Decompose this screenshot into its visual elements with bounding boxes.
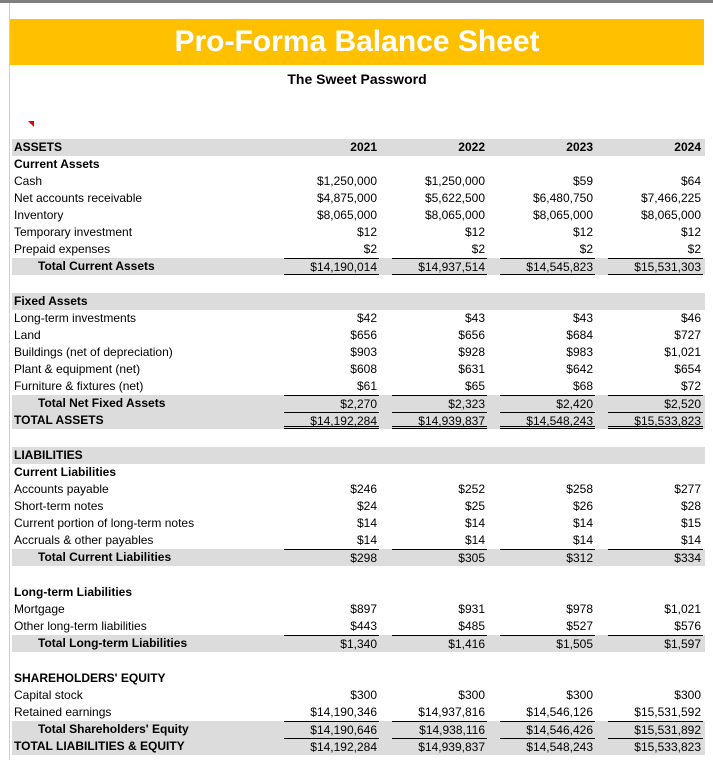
row-label[interactable]: Current portion of long-term notes — [14, 516, 195, 530]
row-label[interactable]: Land — [14, 328, 41, 342]
table-row — [12, 190, 705, 207]
total-value[interactable]: $15,533,823 — [608, 412, 703, 429]
cell-value[interactable]: $61 — [356, 379, 377, 393]
row-label[interactable]: Capital stock — [14, 688, 83, 702]
cell-value[interactable]: $14 — [680, 533, 701, 547]
total-value[interactable]: $2,520 — [608, 395, 703, 412]
table-row — [12, 173, 705, 190]
total-value[interactable]: $2,270 — [284, 395, 379, 412]
total-value[interactable]: $14,548,243 — [500, 738, 595, 755]
assets-header-row — [12, 139, 705, 156]
cell-value[interactable]: $14,190,346 — [310, 705, 377, 719]
cell-value[interactable]: $2 — [471, 242, 485, 256]
cell-value[interactable]: $25 — [464, 499, 485, 513]
cell-value[interactable]: $246 — [350, 482, 377, 496]
cell-value[interactable]: $1,021 — [664, 602, 701, 616]
table-row — [12, 601, 705, 618]
total-value[interactable]: $305 — [392, 549, 487, 566]
total-fixed-assets-row — [12, 395, 705, 412]
spacer-row — [12, 652, 705, 670]
row-label[interactable]: Retained earnings — [14, 705, 112, 719]
cell-value[interactable]: $14 — [572, 516, 593, 530]
total-label[interactable]: Total Net Fixed Assets — [38, 396, 166, 410]
cell-value[interactable]: $656 — [458, 328, 485, 342]
total-value[interactable]: $14,939,837 — [392, 738, 487, 755]
cell-value[interactable]: $642 — [566, 362, 593, 376]
cell-value[interactable]: $59 — [572, 174, 593, 188]
total-label[interactable]: Total Current Liabilities — [38, 550, 172, 564]
cell-value[interactable]: $656 — [350, 328, 377, 342]
cell-value[interactable]: $46 — [680, 311, 701, 325]
cell-value[interactable]: $7,466,225 — [640, 191, 701, 205]
section-heading-row — [12, 293, 705, 310]
cell-value[interactable]: $300 — [674, 688, 701, 702]
cell-value[interactable]: $42 — [356, 311, 377, 325]
cell-value[interactable]: $300 — [566, 688, 593, 702]
table-row — [12, 378, 705, 395]
row-label[interactable]: Prepaid expenses — [14, 242, 111, 256]
cell-value[interactable]: $8,065,000 — [316, 208, 377, 222]
cell-value[interactable]: $43 — [464, 311, 485, 325]
balance-sheet-table — [12, 139, 705, 755]
row-label[interactable]: Accounts payable — [14, 482, 109, 496]
total-value[interactable]: $14,190,014 — [284, 258, 379, 275]
cell-value[interactable]: $2 — [687, 242, 701, 256]
equity-heading[interactable]: SHAREHOLDERS' EQUITY — [14, 671, 166, 685]
assets-heading[interactable]: ASSETS — [14, 140, 63, 154]
row-label[interactable]: Plant & equipment (net) — [14, 362, 141, 376]
total-value[interactable]: $14,939,837 — [392, 412, 487, 429]
cell-value[interactable]: $64 — [680, 174, 701, 188]
row-label[interactable]: Furniture & fixtures (net) — [14, 379, 144, 393]
table-row — [12, 498, 705, 515]
cell-value[interactable]: $727 — [674, 328, 701, 342]
cell-value[interactable]: $8,065,000 — [424, 208, 485, 222]
table-row — [12, 344, 705, 361]
cell-value[interactable]: $252 — [458, 482, 485, 496]
row-label[interactable]: Net accounts receivable — [14, 191, 143, 205]
table-row — [12, 618, 705, 635]
cell-value[interactable]: $14 — [356, 516, 377, 530]
spacer-row — [12, 566, 705, 584]
total-value[interactable]: $14,938,116 — [392, 721, 487, 738]
row-label[interactable]: Short-term notes — [14, 499, 104, 513]
cell-value[interactable]: $258 — [566, 482, 593, 496]
section-heading-row — [12, 447, 705, 464]
cell-value[interactable]: $6,480,750 — [532, 191, 593, 205]
current-assets-heading[interactable]: Current Assets — [14, 157, 100, 171]
cell-value[interactable]: $684 — [566, 328, 593, 342]
row-label[interactable]: Temporary investment — [14, 225, 133, 239]
total-liabilities-equity-row — [12, 738, 705, 755]
total-current-liabilities-row — [12, 549, 705, 566]
table-row — [12, 361, 705, 378]
total-value[interactable]: $14,192,284 — [284, 738, 379, 755]
cell-value[interactable]: $14 — [464, 533, 485, 547]
spacer-row — [12, 429, 705, 447]
total-value[interactable]: $2,420 — [500, 395, 595, 412]
cell-value[interactable]: $931 — [458, 602, 485, 616]
cell-value[interactable]: $14 — [572, 533, 593, 547]
cell-value[interactable]: $72 — [680, 379, 701, 393]
table-row — [12, 310, 705, 327]
table-row — [12, 241, 705, 258]
cell-value[interactable]: $12 — [464, 225, 485, 239]
total-value[interactable]: $2,323 — [392, 395, 487, 412]
total-longterm-liabilities-row — [12, 635, 705, 652]
row-label[interactable]: Cash — [14, 174, 43, 188]
cell-value[interactable]: $68 — [572, 379, 593, 393]
total-label[interactable]: Total Current Assets — [38, 259, 155, 273]
cell-value[interactable]: $2 — [363, 242, 377, 256]
cell-value[interactable]: $897 — [350, 602, 377, 616]
year-2022[interactable]: 2022 — [458, 140, 485, 154]
cell-value[interactable]: $4,875,000 — [316, 191, 377, 205]
row-label[interactable]: Long-term investments — [14, 311, 137, 325]
total-value[interactable]: $15,531,892 — [608, 721, 703, 738]
total-value[interactable]: $298 — [284, 549, 379, 566]
cell-value[interactable]: $576 — [674, 619, 701, 633]
total-value[interactable]: $14,548,243 — [500, 412, 595, 429]
cell-value[interactable]: $300 — [458, 688, 485, 702]
total-label[interactable]: TOTAL LIABILITIES & EQUITY — [14, 739, 185, 753]
total-value[interactable]: $14,546,426 — [500, 721, 595, 738]
cell-value[interactable]: $2 — [579, 242, 593, 256]
cell-value[interactable]: $65 — [464, 379, 485, 393]
cell-value[interactable]: $654 — [674, 362, 701, 376]
cell-value[interactable]: $527 — [566, 619, 593, 633]
cell-value[interactable]: $24 — [356, 499, 377, 513]
table-row — [12, 515, 705, 532]
fixed-assets-heading[interactable]: Fixed Assets — [14, 294, 88, 308]
cell-value[interactable]: $15 — [680, 516, 701, 530]
row-label[interactable]: Accruals & other payables — [14, 533, 154, 547]
sheet-left-gridline — [9, 3, 10, 760]
total-value[interactable]: $312 — [500, 549, 595, 566]
row-label[interactable]: Buildings (net of depreciation) — [14, 345, 173, 359]
cell-value[interactable]: $43 — [572, 311, 593, 325]
section-heading-row — [12, 670, 705, 687]
cell-value[interactable]: $978 — [566, 602, 593, 616]
company-name[interactable]: The Sweet Password — [287, 71, 427, 87]
page-title: Pro-Forma Balance Sheet — [10, 19, 704, 65]
total-value[interactable]: $14,545,823 — [500, 258, 595, 275]
section-heading-row — [12, 464, 705, 481]
year-2021[interactable]: 2021 — [350, 140, 377, 154]
cell-value[interactable]: $26 — [572, 499, 593, 513]
row-label[interactable]: Other long-term liabilities — [14, 619, 147, 633]
section-heading-row — [12, 584, 705, 601]
cell-value[interactable]: $443 — [350, 619, 377, 633]
spacer-row — [12, 275, 705, 293]
total-assets-row — [12, 412, 705, 429]
total-value[interactable]: $14,937,514 — [392, 258, 487, 275]
section-heading-row — [12, 156, 705, 173]
current-liabilities-heading[interactable]: Current Liabilities — [14, 465, 117, 479]
liabilities-heading[interactable]: LIABILITIES — [14, 448, 83, 462]
total-equity-row — [12, 721, 705, 738]
total-label[interactable]: Total Shareholders' Equity — [38, 722, 189, 736]
cell-value[interactable]: $928 — [458, 345, 485, 359]
cell-value[interactable]: $12 — [680, 225, 701, 239]
cell-value[interactable]: $1,250,000 — [424, 174, 485, 188]
table-row — [12, 207, 705, 224]
cell-value[interactable]: $277 — [674, 482, 701, 496]
cell-value[interactable]: $14,546,126 — [526, 705, 593, 719]
table-row — [12, 532, 705, 549]
cell-value[interactable]: $5,622,500 — [424, 191, 485, 205]
total-value[interactable]: $14,190,646 — [284, 721, 379, 738]
row-label[interactable]: Inventory — [14, 208, 64, 222]
total-value[interactable]: $14,192,284 — [284, 412, 379, 429]
cell-value[interactable]: $1,021 — [664, 345, 701, 359]
total-label[interactable]: TOTAL ASSETS — [14, 413, 104, 427]
cell-value[interactable]: $15,531,592 — [634, 705, 701, 719]
longterm-liabilities-heading[interactable]: Long-term Liabilities — [14, 585, 133, 599]
table-row — [12, 687, 705, 704]
cell-value[interactable]: $485 — [458, 619, 485, 633]
cell-value[interactable]: $1,250,000 — [316, 174, 377, 188]
year-2023[interactable]: 2023 — [566, 140, 593, 154]
total-value[interactable]: $1,597 — [608, 635, 703, 652]
cell-value[interactable]: $300 — [350, 688, 377, 702]
total-current-assets-row — [12, 258, 705, 275]
total-value[interactable]: $15,531,303 — [608, 258, 703, 275]
total-value[interactable]: $1,416 — [392, 635, 487, 652]
total-value[interactable]: $1,340 — [284, 635, 379, 652]
cell-value[interactable]: $608 — [350, 362, 377, 376]
year-2024[interactable]: 2024 — [674, 140, 701, 154]
cell-value[interactable]: $631 — [458, 362, 485, 376]
table-row — [12, 327, 705, 344]
row-label[interactable]: Mortgage — [14, 602, 65, 616]
table-row — [12, 481, 705, 498]
comment-indicator-icon[interactable] — [28, 121, 34, 127]
cell-value[interactable]: $12 — [356, 225, 377, 239]
cell-value[interactable]: $14,937,816 — [418, 705, 485, 719]
total-value[interactable]: $334 — [608, 549, 703, 566]
cell-value[interactable]: $14 — [356, 533, 377, 547]
window-top-border — [0, 0, 713, 3]
cell-value[interactable]: $8,065,000 — [640, 208, 701, 222]
cell-value[interactable]: $8,065,000 — [532, 208, 593, 222]
total-value[interactable]: $15,533,823 — [608, 738, 703, 755]
cell-value[interactable]: $903 — [350, 345, 377, 359]
cell-value[interactable]: $28 — [680, 499, 701, 513]
total-label[interactable]: Total Long-term Liabilities — [38, 636, 188, 650]
cell-value[interactable]: $12 — [572, 225, 593, 239]
cell-value[interactable]: $983 — [566, 345, 593, 359]
table-row — [12, 224, 705, 241]
table-row — [12, 704, 705, 721]
total-value[interactable]: $1,505 — [500, 635, 595, 652]
cell-value[interactable]: $14 — [464, 516, 485, 530]
